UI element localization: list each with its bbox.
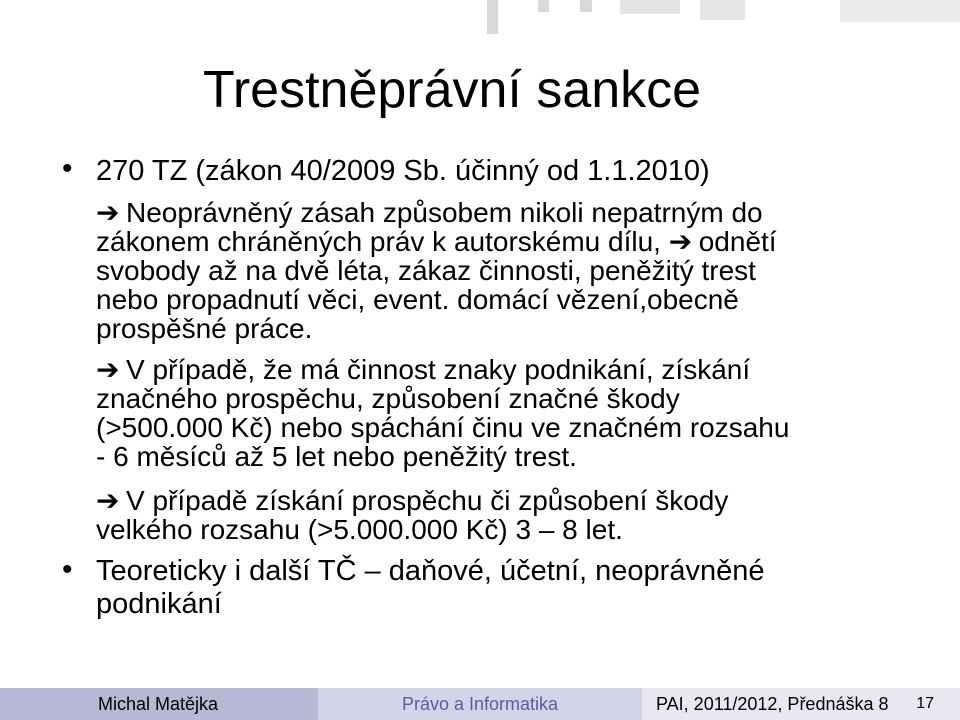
paragraph-line: nebo propadnutí věci, event. domácí vězení,obecně [96, 284, 739, 315]
item1-heading [96, 155, 906, 188]
footer-author: Michal Matějka [0, 688, 318, 720]
footer-lecture: PAI, 2011/2012, Přednáška 8 [642, 688, 960, 720]
slide-title: Trestněprávní sankce [203, 61, 702, 119]
paragraph-line: svobody až na dvě léta, zákaz činnosti, peněžitý trest [96, 255, 756, 286]
item1-heading-text: 270 TZ (zákon 40/2009 Sb. účinný od 1.1.2010) [96, 155, 710, 187]
item1-paragraph-3 [96, 486, 906, 544]
arrow-right-icon: ➔ [96, 484, 120, 517]
decorative-bar [620, 0, 680, 14]
paragraph-line [96, 227, 906, 256]
footer-course: Právo a Informatika [318, 688, 642, 720]
arrow-right-icon: ➔ [96, 196, 120, 229]
bullet-icon: • [62, 553, 73, 586]
line-text: odnětí [698, 226, 777, 257]
item1-paragraph-2 [96, 355, 906, 471]
paragraph-line: Teoreticky i další TČ – daňové, účetní, neoprávněné [96, 555, 765, 587]
item1-paragraph-1 [96, 198, 906, 343]
paragraph-line [96, 198, 906, 227]
bullet-icon: • [62, 152, 73, 185]
paragraph-line: velkého rozsahu (>5.000.000 Kč) 3 – 8 let. [96, 514, 623, 545]
decorative-bar [700, 0, 745, 20]
line-text: zákonem chráněných práv k autorskému dílu, [96, 226, 661, 257]
line-text: V případě, že má činnost znaky podnikání, získání [126, 354, 751, 385]
paragraph-line: - 6 měsíců až 5 let nebo peněžitý trest. [96, 441, 577, 472]
paragraph-line [96, 486, 906, 515]
paragraph-line: (>500.000 Kč) nebo spáchání činu ve značném rozsahu [96, 412, 790, 443]
paragraph-line: značného prospěchu, způsobení značné škody [96, 383, 680, 414]
decorative-bar [840, 0, 960, 22]
footer-bar [0, 688, 960, 720]
arrow-right-icon: ➔ [96, 353, 120, 386]
line-text: V případě získání prospěchu či způsobení škody [126, 485, 729, 516]
page-number: 17 [916, 695, 934, 712]
paragraph-line [96, 355, 906, 384]
decorative-bar [538, 0, 549, 12]
line-text: Neoprávněný zásah způsobem nikoli nepatrným do [126, 197, 763, 228]
item2 [96, 555, 906, 621]
paragraph-line: prospěšné práce. [96, 313, 313, 344]
decorative-bar [580, 0, 592, 12]
paragraph-line: podnikání [96, 588, 222, 620]
arrow-right-icon: ➔ [668, 225, 693, 258]
decorative-bar [487, 0, 498, 34]
